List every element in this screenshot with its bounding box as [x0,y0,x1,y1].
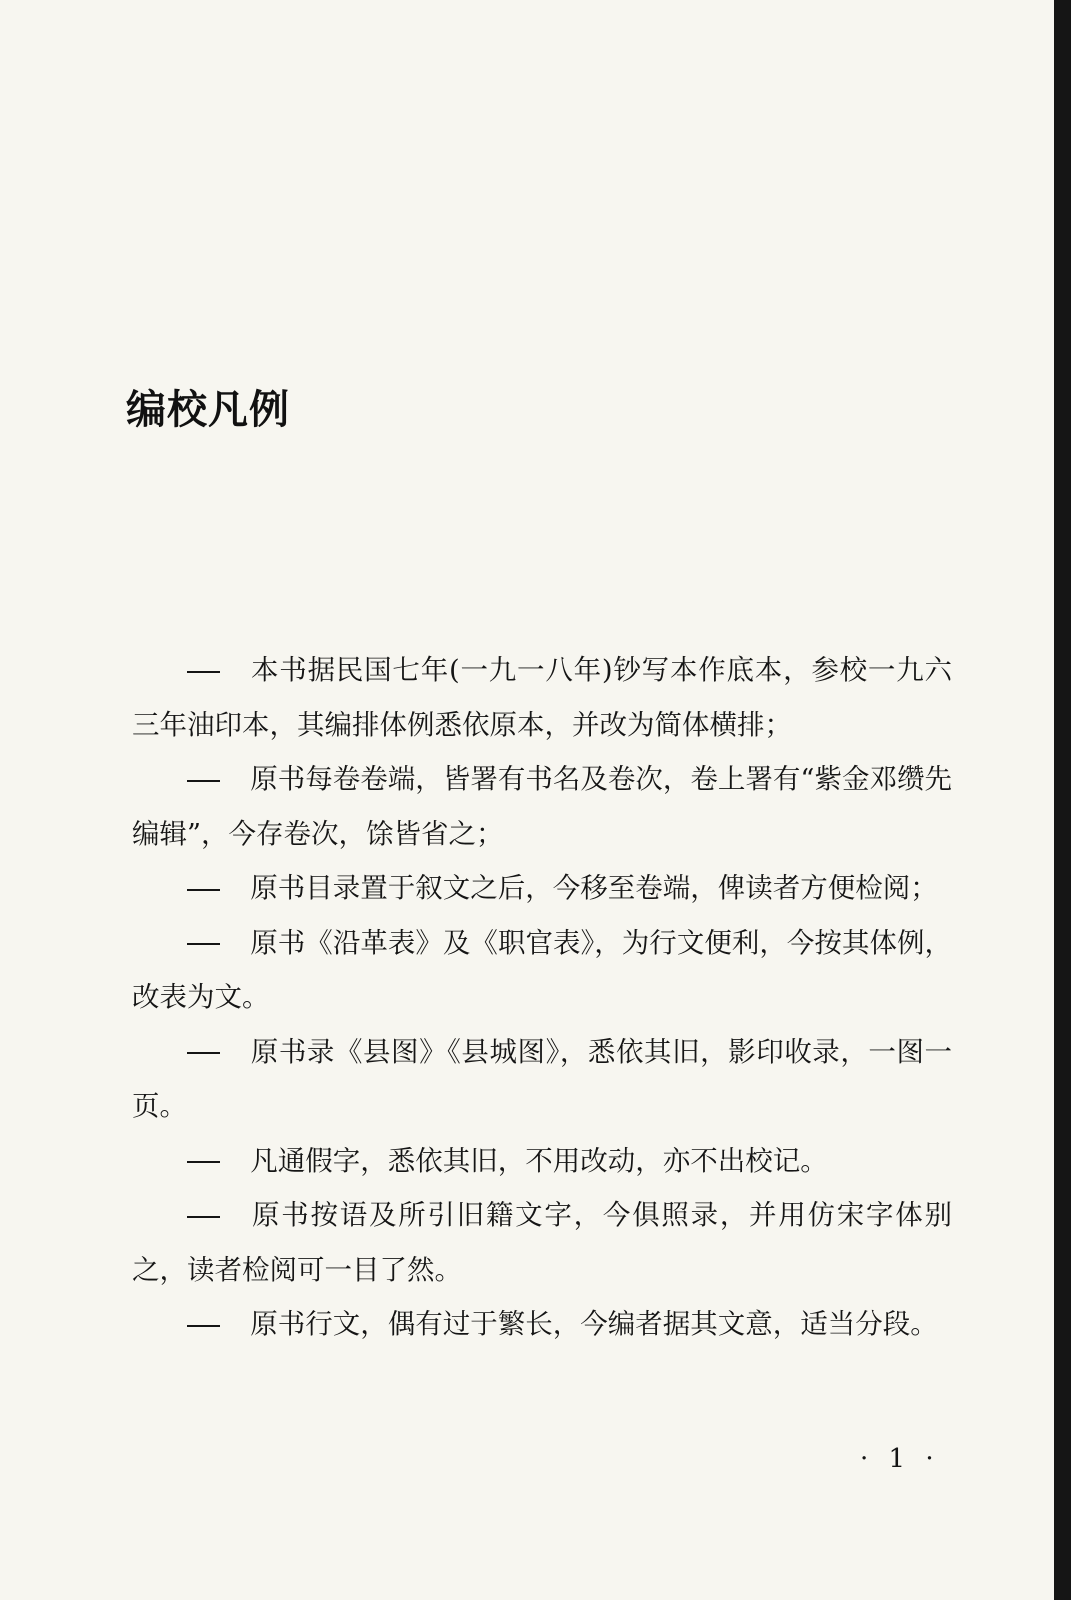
note-item [132,643,952,752]
bullet-dash [187,916,250,971]
bullet-dash [187,1188,250,1243]
note-item [132,1297,952,1352]
note-text: 原书行文，偶有过于繁长，今编者据其文意，适当分段。 [250,1308,938,1340]
note-text: 原书每卷卷端，皆署有书名及卷次，卷上署有“紫金邓缵先编辑”，今存卷次，馀皆省之； [132,763,952,850]
bullet-dash [187,1025,250,1080]
bullet-dash [187,1297,250,1352]
note-text: 原书《沿革表》及《职官表》，为行文便利，今按其体例，改表为文。 [132,926,952,1013]
note-item [132,1188,952,1297]
page-title: 编校凡例 [126,386,290,433]
bullet-dash [187,752,250,807]
note-text: 本书据民国七年(一九一八年)钞写本作底本，参校一九六三年油印本，其编排体例悉依原本，并改为简体横排； [132,654,952,741]
note-item [132,861,952,916]
editorial-notes [132,643,952,1352]
note-item [132,916,952,1025]
note-text: 原书按语及所引旧籍文字，今俱照录，并用仿宋字体别之，读者检阅可一目了然。 [132,1199,952,1286]
bullet-dash [187,1134,250,1189]
note-text: 原书录《县图》《县城图》，悉依其旧，影印收录，一图一页。 [132,1035,952,1122]
note-item [132,752,952,861]
note-text: 原书目录置于叙文之后，今移至卷端，俾读者方便检阅； [250,872,938,904]
page-number: · 1 · [860,1444,940,1474]
note-item [132,1134,952,1189]
bullet-dash [187,861,250,916]
note-text: 凡通假字，悉依其旧，不用改动，亦不出校记。 [250,1144,828,1177]
note-item [132,1025,952,1134]
bullet-dash [187,643,250,698]
scan-edge [1054,0,1071,1600]
